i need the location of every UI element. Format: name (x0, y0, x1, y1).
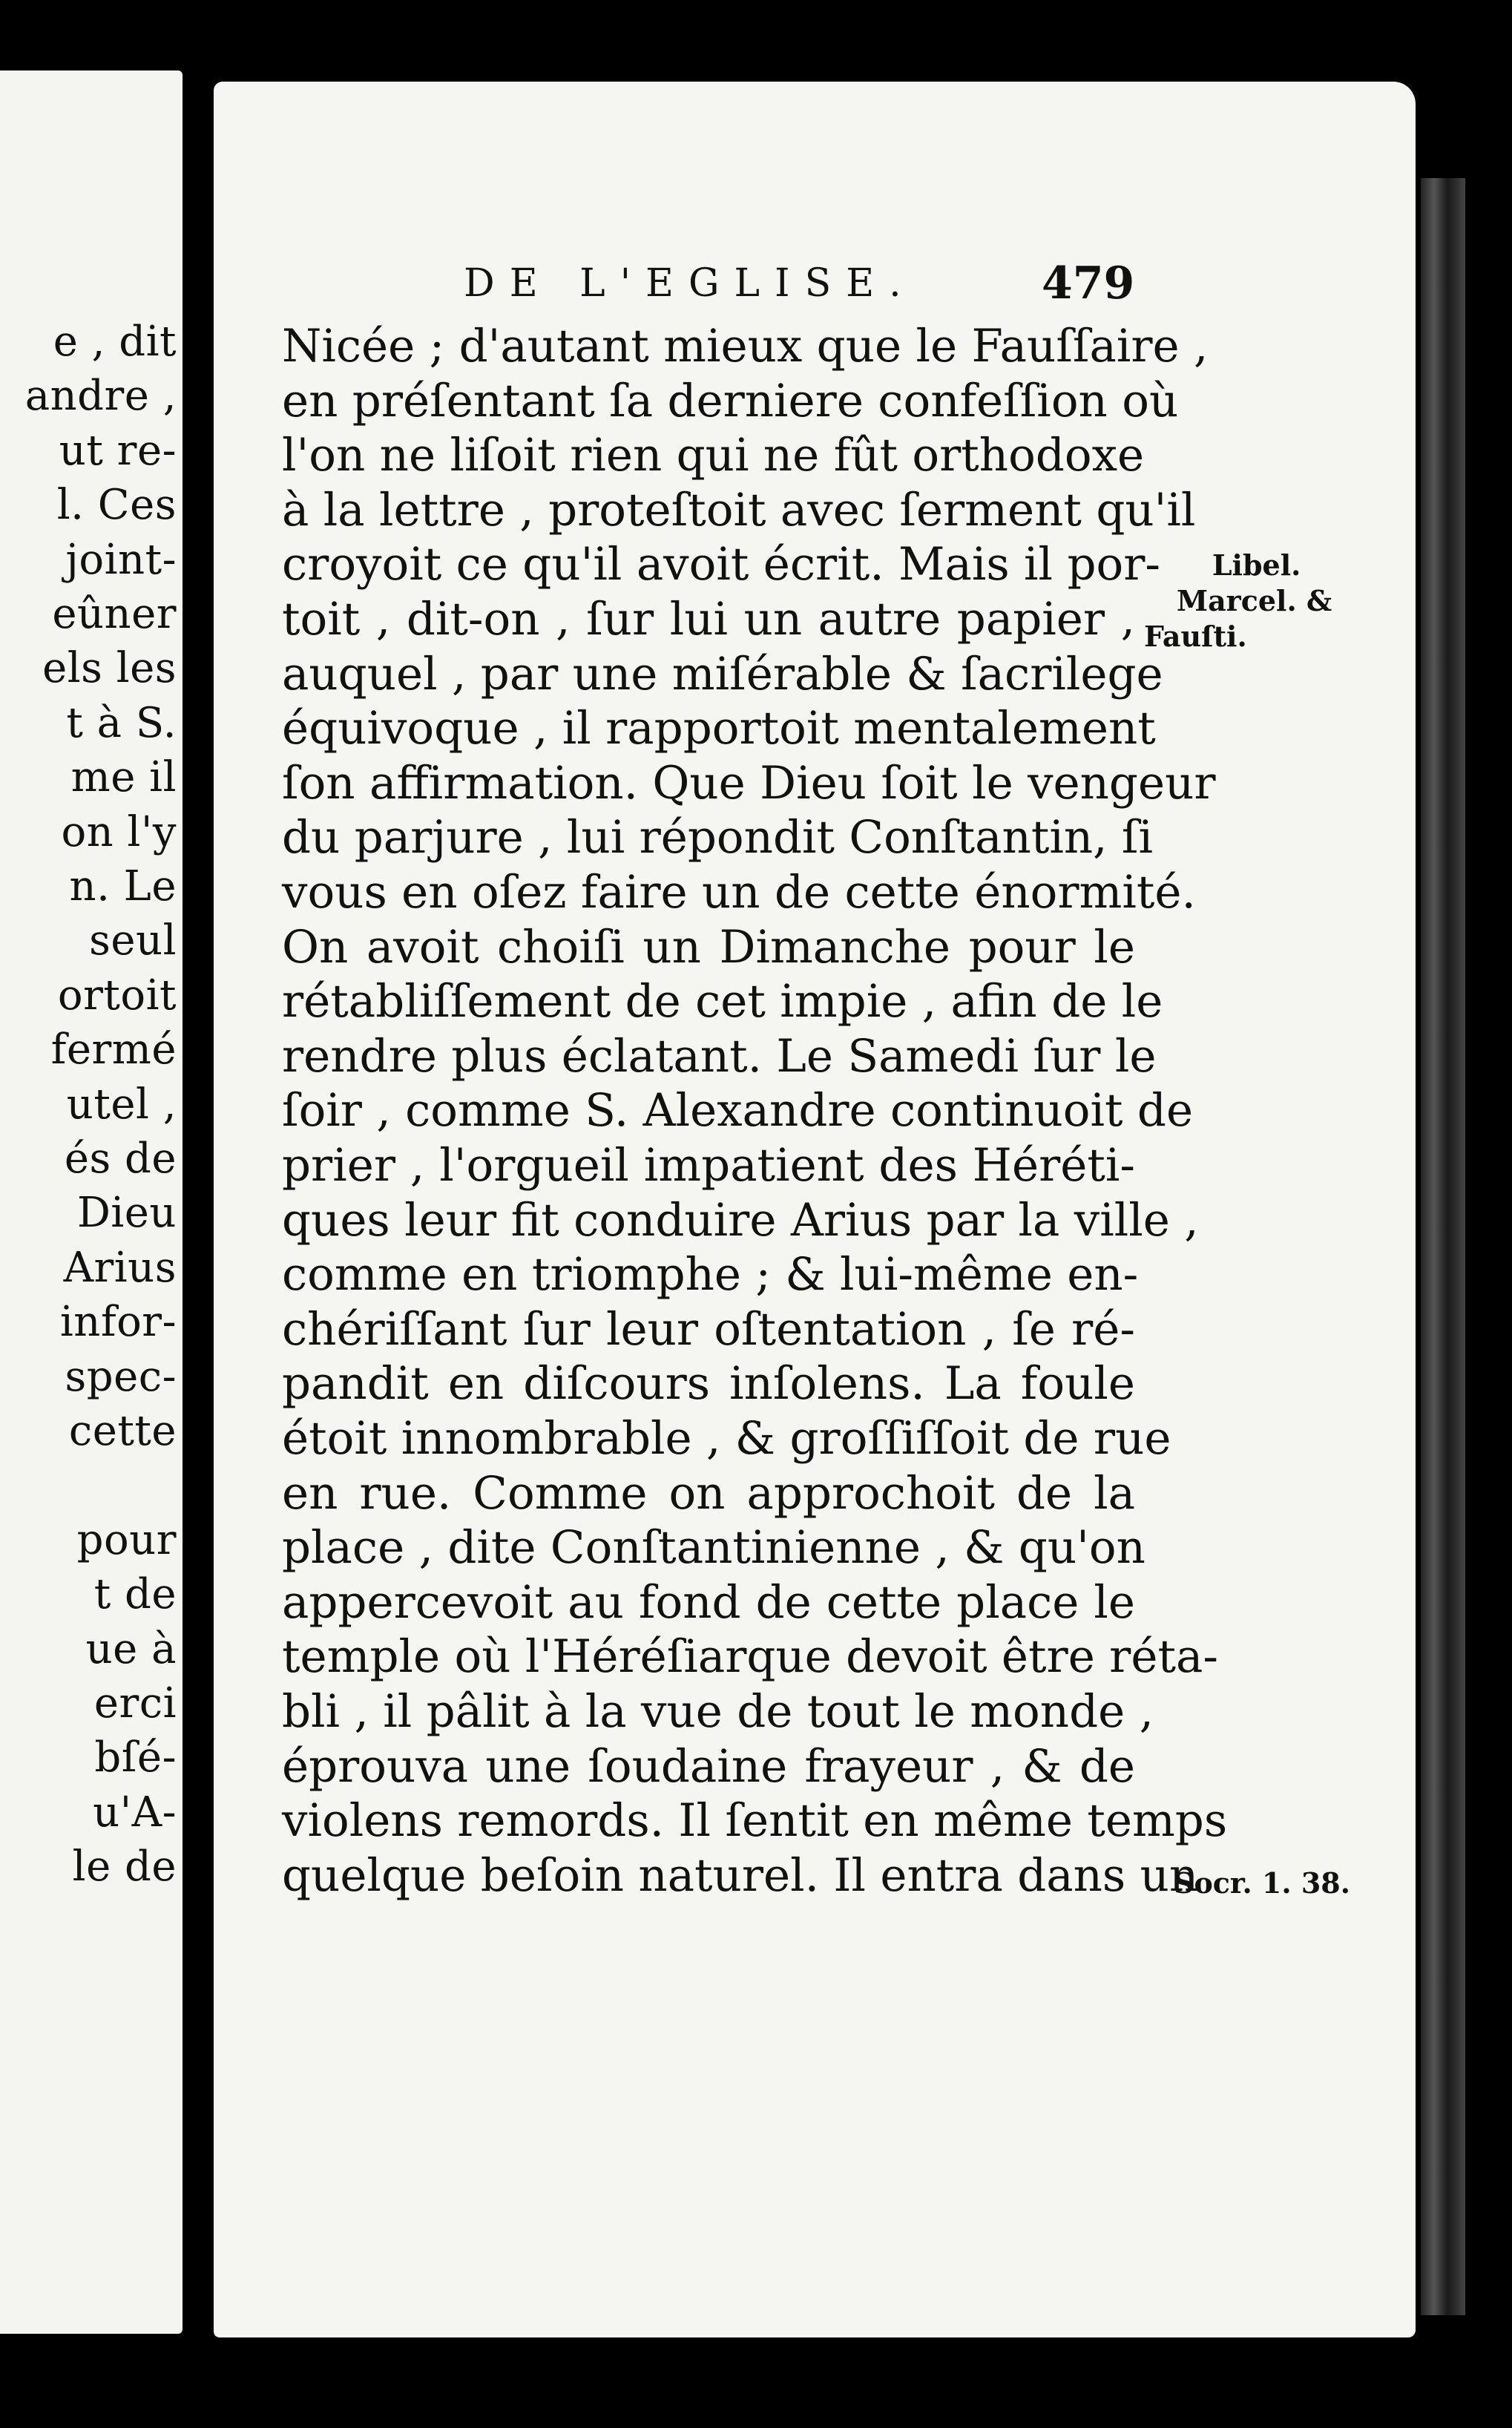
left-page-line: ut re- (59, 426, 177, 475)
body-text-line: rétabliſſement de cet impie , afin de le (282, 975, 1163, 1028)
body-text-line: auquel , par une miſérable & ſacrilege (282, 647, 1163, 700)
left-page-line: e , dit (53, 318, 177, 366)
body-text-line: en préſentant ſa derniere confeſſion où (282, 374, 1179, 427)
body-text-line: place , dite Conſtantinienne , & qu'on (282, 1521, 1145, 1575)
left-page-line: le de (72, 1843, 177, 1891)
margin-note-line: Marcel. & (1177, 584, 1332, 617)
margin-note-socr (1174, 1866, 1350, 1900)
body-text-line: prier , l'orgueil impatient des Héréti- (282, 1139, 1135, 1192)
body-text-line: ques leur fit conduire Arius par la ville , (282, 1193, 1199, 1247)
page-number: 479 (1042, 257, 1135, 309)
left-page-line: u'A- (93, 1788, 177, 1837)
left-page-line: andre , (24, 372, 177, 421)
left-page-line: me il (70, 753, 177, 802)
left-page-line: spec- (65, 1352, 177, 1401)
body-text-line: vous en oſez faire un de cette énormité. (282, 866, 1196, 919)
left-page-line: seul (89, 916, 177, 965)
left-page-line: Arius (63, 1243, 177, 1292)
body-text-line: en rue. Comme on approchoit de la (282, 1466, 1135, 1520)
body-text-line: croyoit ce qu'il avoit écrit. Mais il por- (282, 538, 1160, 591)
left-page-line: cette (68, 1407, 177, 1455)
left-page-line: ortoit (57, 971, 177, 1020)
body-text-line: ſoir , comme S. Alexandre continuoit de (282, 1084, 1194, 1138)
body-text-line: ſon affirmation. Que Dieu ſoit le vengeur (282, 756, 1216, 810)
left-page-line: erci (93, 1679, 177, 1728)
left-page-line: fermé (50, 1026, 177, 1074)
left-page-line: t à S. (66, 698, 177, 747)
left-page-line: és de (64, 1135, 177, 1183)
body-text-line: éprouva une ſoudaine frayeur , & de (282, 1739, 1135, 1793)
body-text-line: temple où l'Héréſiarque devoit être réta- (282, 1630, 1218, 1684)
body-text-line: équivoque , il rapportoit mentalement (282, 702, 1156, 755)
running-head: DE L'EGLISE. (464, 261, 916, 306)
left-page-line: ue à (85, 1624, 177, 1673)
left-page-line: n. Le (69, 862, 177, 910)
margin-note-libel (1144, 548, 1332, 654)
body-text-line: chériſſant ſur leur oſtentation , ſe ré- (282, 1302, 1135, 1356)
body-text-line: l'on ne liſoit rien qui ne fût orthodoxe (282, 429, 1145, 482)
left-page-line: t de (93, 1570, 177, 1619)
left-page-line: Dieu (76, 1189, 177, 1238)
body-text-line: étoit innombrable , & groſſiſſoit de rue (282, 1412, 1171, 1465)
body-text-line: rendre plus éclatant. Le Samedi ſur le (282, 1029, 1157, 1083)
margin-note-line: Fauſti. (1144, 620, 1247, 653)
left-page-line: pour (76, 1515, 177, 1564)
left-page-line: joint- (65, 535, 177, 584)
body-text-line: comme en triomphe ; & lui-même en- (282, 1248, 1139, 1302)
margin-note-line: Socr. 1. 38. (1174, 1866, 1350, 1900)
left-page-line: els les (42, 644, 177, 693)
left-page-line: on l'y (61, 807, 177, 856)
body-text-line: du parjure , lui répondit Conſtantin, ſi (282, 811, 1154, 864)
left-page-line: l. Ces (56, 481, 177, 530)
body-text-line: appercevoit au fond de cette place le (282, 1575, 1135, 1629)
body-text-line: violens remords. Il ſentit en même temps (282, 1794, 1228, 1848)
body-text-line: On avoit choiſi un Dimanche pour le (282, 920, 1135, 974)
body-text-line: toit , dit-on , ſur lui un autre papier , (282, 593, 1135, 646)
left-page-line: eûner (52, 590, 177, 638)
body-text-line: quelque beſoin naturel. Il entra dans un (282, 1848, 1199, 1902)
body-text-line: pandit en diſcours inſolens. La foule (282, 1357, 1135, 1411)
body-text-line: à la lettre , proteſtoit avec ſerment qu'il (282, 483, 1196, 537)
left-page-line: utel , (66, 1080, 177, 1129)
left-page-line: bſé- (94, 1733, 177, 1782)
left-page-line: infor- (59, 1298, 177, 1347)
margin-note-line: Libel. (1212, 548, 1301, 582)
body-text-line: bli , il pâlit à la vue de tout le monde , (282, 1685, 1154, 1738)
body-text-line: Nicée ; d'autant mieux que le Fauſſaire , (282, 320, 1209, 373)
book-spine (1421, 178, 1465, 2315)
left-page (0, 70, 183, 2334)
